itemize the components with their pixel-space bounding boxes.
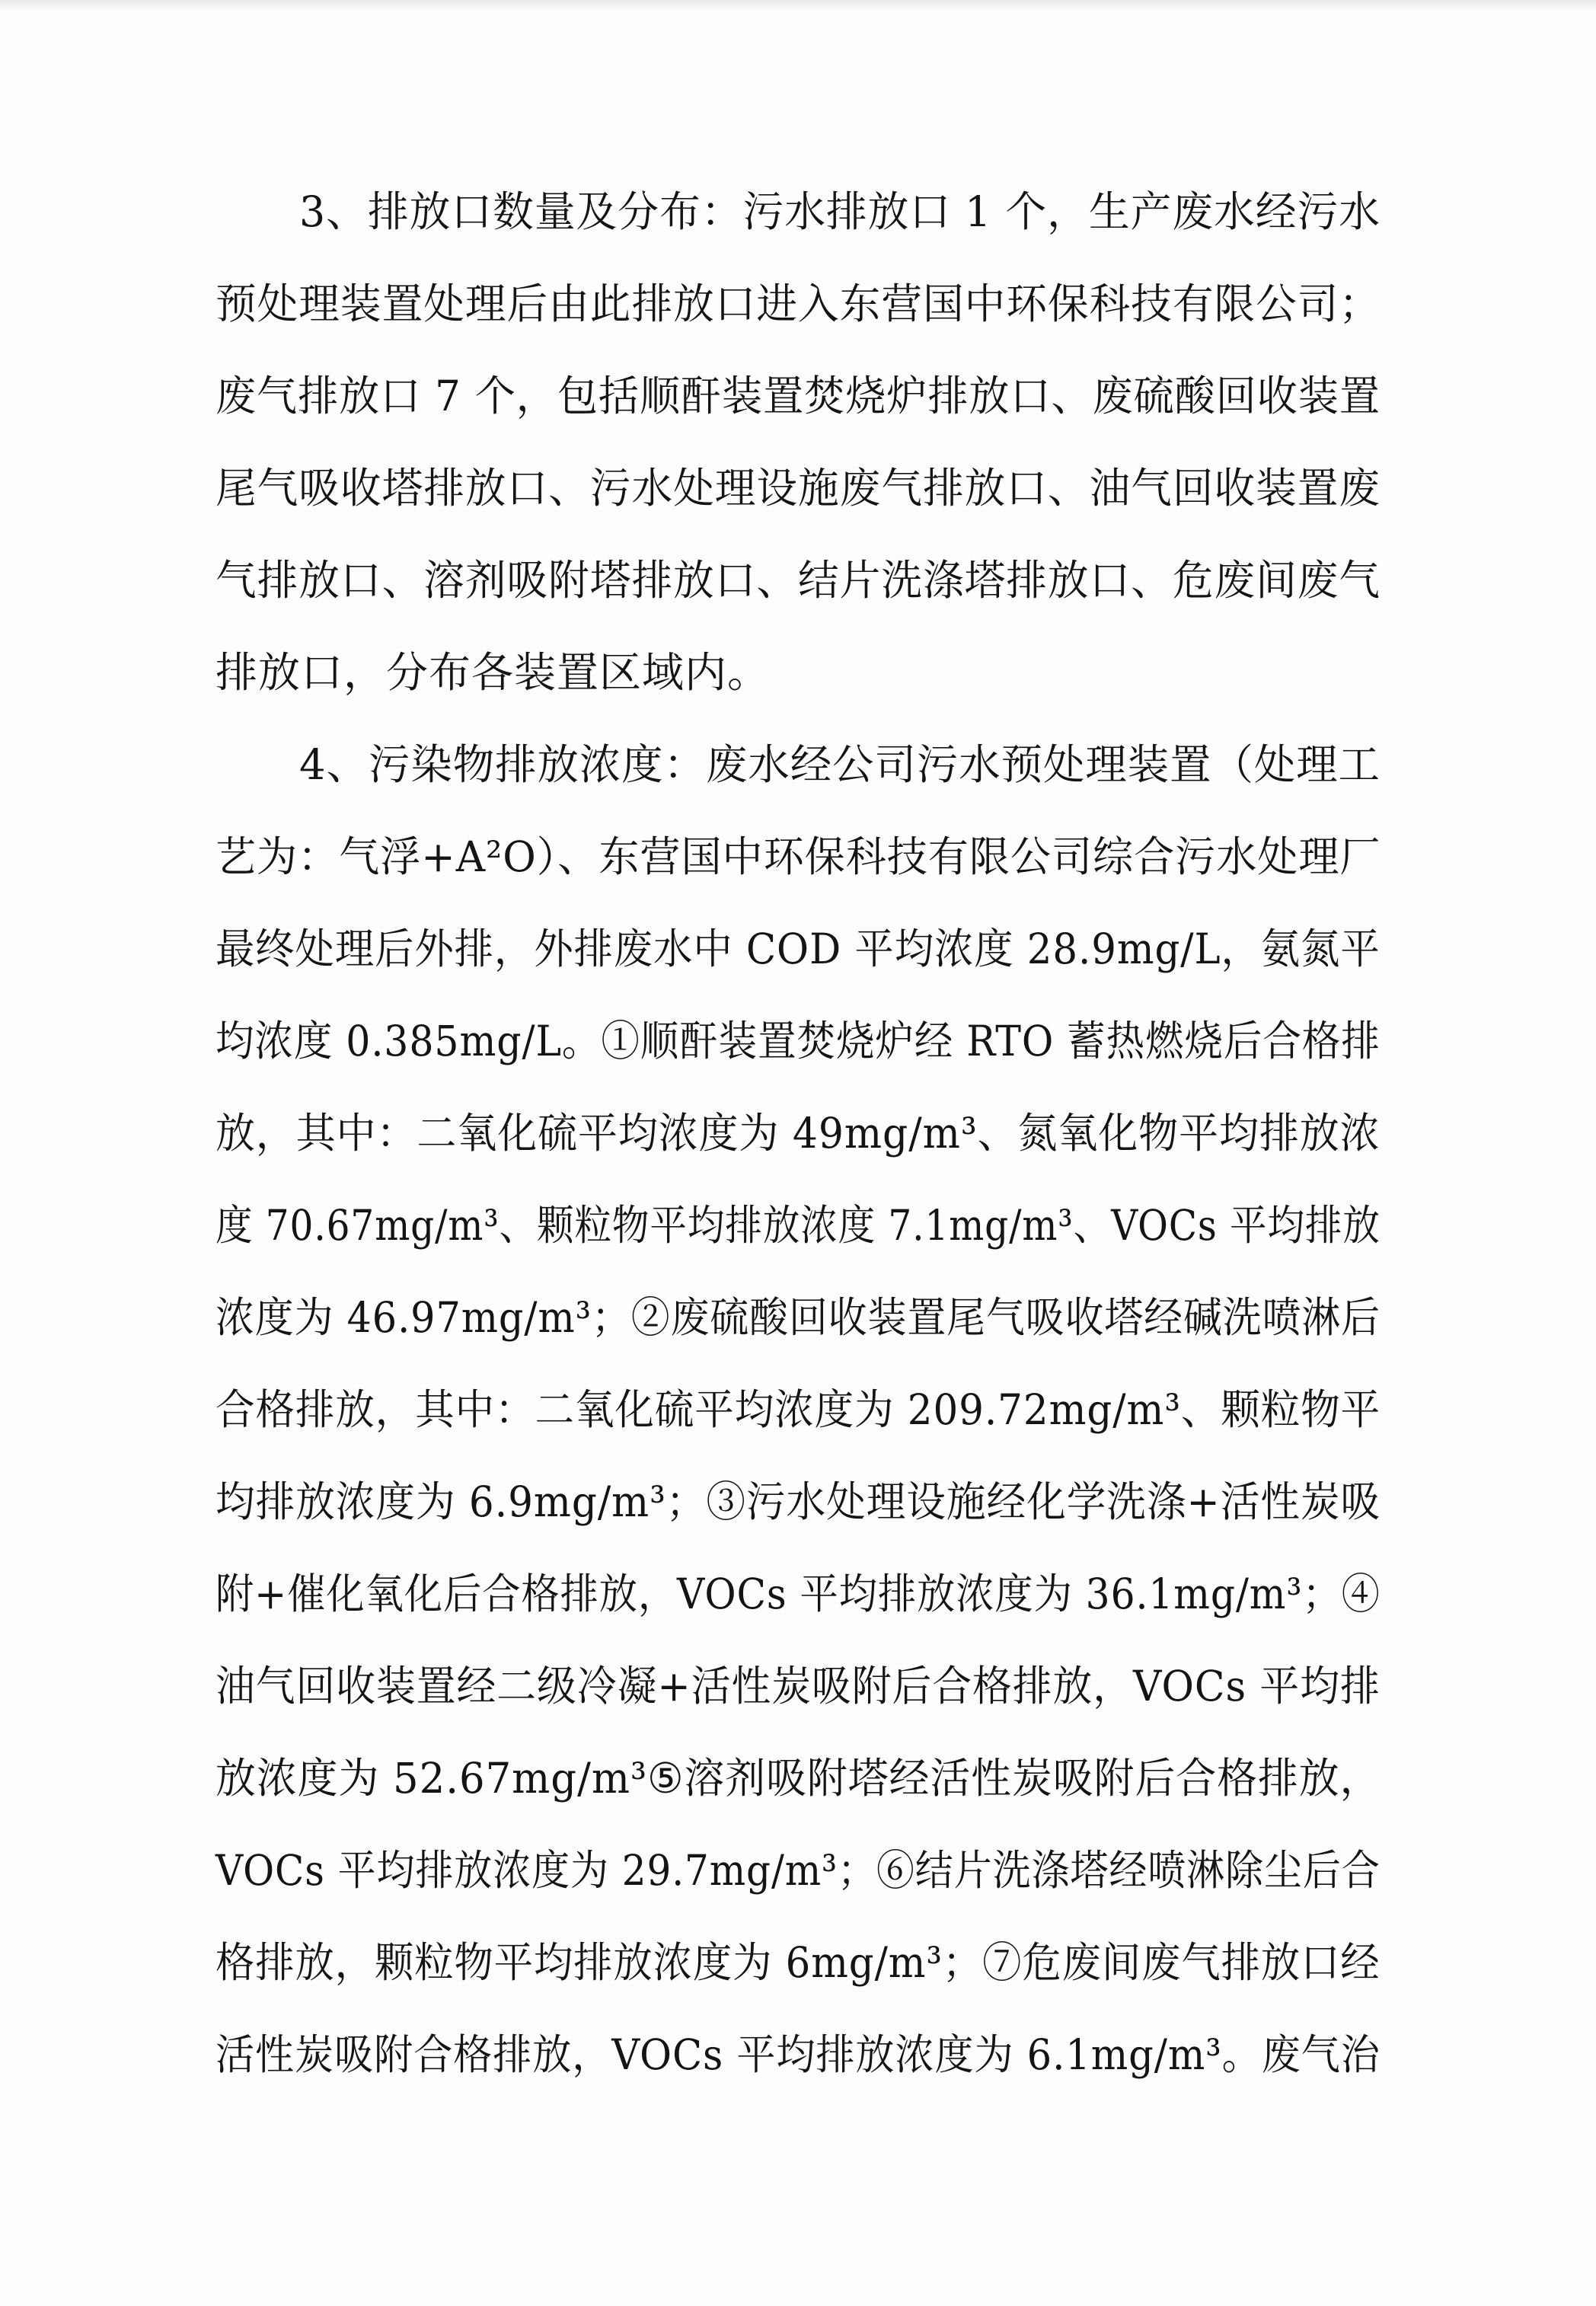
- text-line: 均浓度 0.385mg/L。①顺酐装置焚烧炉经 RTO 蓄热燃烧后合格排: [215, 1017, 1381, 1065]
- text-line: 尾气吸收塔排放口、污水处理设施废气排放口、油气回收装置废: [215, 464, 1381, 513]
- text-line: 最终处理后外排，外排废水中 COD 平均浓度 28.9mg/L，氨氮平: [215, 925, 1381, 973]
- text-line: 油气回收装置经二级冷凝+活性炭吸附后合格排放，VOCs 平均排: [215, 1662, 1381, 1710]
- text-line: 度 70.67mg/m³、颗粒物平均排放浓度 7.1mg/m³、VOCs 平均排放: [215, 1201, 1381, 1250]
- text-line: 均排放浓度为 6.9mg/m³；③污水处理设施经化学洗涤+活性炭吸: [215, 1477, 1381, 1526]
- text-line: 艺为：气浮+A²O）、东营国中环保科技有限公司综合污水处理厂: [215, 832, 1381, 881]
- text-line: 格排放，颗粒物平均排放浓度为 6mg/m³；⑦危废间废气排放口经: [215, 1938, 1381, 1987]
- document-body: [215, 166, 1381, 2101]
- text-line: 4、污染物排放浓度：废水经公司污水预处理装置（处理工: [299, 740, 1381, 789]
- text-line: 附+催化氧化后合格排放，VOCs 平均排放浓度为 36.1mg/m³；④: [215, 1570, 1381, 1618]
- text-line: 放，其中：二氧化硫平均浓度为 49mg/m³、氮氧化物平均排放浓: [215, 1109, 1381, 1158]
- text-line: 活性炭吸附合格排放，VOCs 平均排放浓度为 6.1mg/m³。废气治: [215, 2030, 1381, 2079]
- text-line: 排放口，分布各装置区域内。: [215, 648, 771, 697]
- text-line: 废气排放口 7 个，包括顺酐装置焚烧炉排放口、废硫酸回收装置: [215, 372, 1381, 420]
- text-line: 浓度为 46.97mg/m³；②废硫酸回收装置尾气吸收塔经碱洗喷淋后: [215, 1293, 1381, 1342]
- text-line: 3、排放口数量及分布：污水排放口 1 个，生产废水经污水: [299, 187, 1381, 236]
- paragraph-pollutant-concentration: [215, 719, 1381, 2101]
- text-line: 预处理装置处理后由此排放口进入东营国中环保科技有限公司；: [215, 279, 1381, 328]
- scan-edge: [0, 0, 1596, 11]
- text-line: 合格排放，其中：二氧化硫平均浓度为 209.72mg/m³、颗粒物平: [215, 1385, 1381, 1434]
- paragraph-discharge-outlets: [215, 166, 1381, 719]
- text-line: 放浓度为 52.67mg/m³⑤溶剂吸附塔经活性炭吸附后合格排放，: [215, 1754, 1381, 1803]
- text-line: VOCs 平均排放浓度为 29.7mg/m³；⑥结片洗涤塔经喷淋除尘后合: [215, 1846, 1381, 1895]
- text-line: 气排放口、溶剂吸附塔排放口、结片洗涤塔排放口、危废间废气: [215, 556, 1381, 605]
